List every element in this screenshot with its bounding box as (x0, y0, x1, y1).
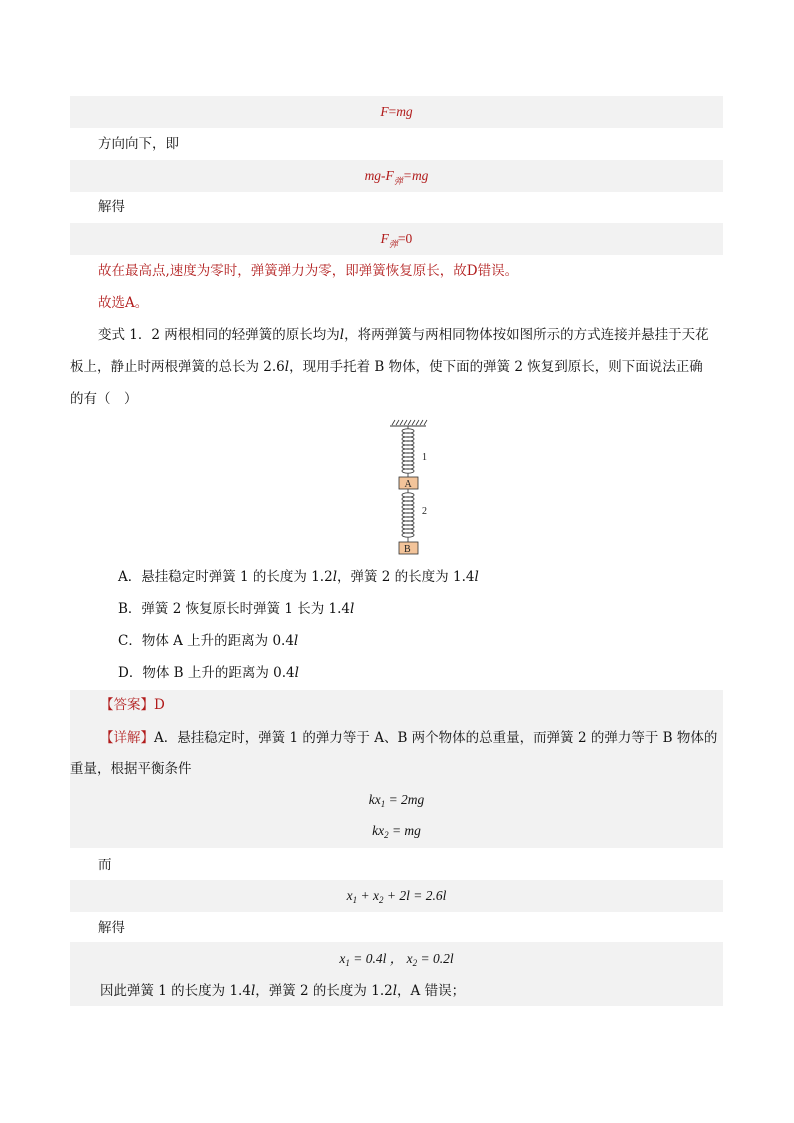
final-l2: l (392, 983, 398, 999)
spring-figure (380, 418, 440, 560)
final-text-1: 因此弹簧 1 的长度为 1.4 (100, 983, 251, 999)
eq5-sub: 2 (384, 830, 389, 840)
and-text: 而 (98, 857, 112, 873)
spring-1-label: 1 (422, 452, 427, 463)
problem-line-1 (70, 325, 723, 345)
option-a-text-2: ，弹簧 2 的长度为 1.4 (337, 569, 475, 585)
answer-label: 【答案】 (100, 697, 154, 713)
option-c (118, 631, 298, 651)
problem-line-1-a: 变式 1．2 两根相同的轻弹簧的原长均为 (98, 327, 340, 343)
spring-2-label: 2 (422, 506, 427, 517)
eq6-x1: x (346, 888, 353, 903)
eq-mg: mg (396, 104, 413, 119)
option-d-l1: l (294, 665, 299, 681)
option-d (118, 663, 299, 683)
equation-sum (70, 886, 723, 910)
eq-equals: = (388, 104, 397, 119)
eq5-rhs: = mg (388, 823, 421, 838)
conclusion-text: 故在最高点,速度为零时，弹簧弹力为零，即弹簧恢复原长，故D错误。 (98, 263, 519, 279)
eq3-f: F (380, 231, 389, 246)
problem-line-2-a: 板上，静止时两根弹簧的总长为 2.6 (70, 359, 285, 375)
problem-line-3: 的有（ ） (70, 391, 138, 407)
eq6-s2: 2 (379, 895, 384, 905)
solve-text-2: 解得 (98, 920, 125, 936)
problem-line-1-l: l (339, 327, 345, 343)
option-d-text: D．物体 B 上升的距离为 0.4 (118, 665, 295, 681)
eq-f: F (380, 104, 389, 119)
eq4-sub: 1 (380, 799, 386, 809)
option-a-text-1: A．悬挂稳定时弹簧 1 的长度为 1.2 (118, 569, 333, 585)
final-text-3: ，A 错误； (397, 983, 466, 999)
final-line (70, 981, 723, 1001)
option-b-text: B．弹簧 2 恢复原长时弹簧 1 长为 1.4 (118, 601, 351, 617)
equation-mg-minus-f (70, 166, 723, 191)
option-a-l2: l (474, 569, 479, 585)
spring-1 (402, 426, 414, 477)
eq7-v2: = 0.2l (417, 951, 454, 966)
option-a (118, 567, 479, 587)
choose-text: 故选A。 (98, 295, 149, 311)
equation-kx2 (70, 821, 723, 845)
eq5-kx: kx (372, 823, 385, 838)
problem-line-2-l: l (284, 359, 290, 375)
equation-solutions (70, 949, 723, 973)
spring-2 (402, 489, 414, 542)
problem-line-2-b: ，现用手托着 B 物体，使下面的弹簧 2 恢复到原长，则下面说法正确 (289, 359, 703, 375)
eq7-x1: x (339, 951, 346, 966)
option-a-l1: l (332, 569, 338, 585)
eq2-sub: 弹 (393, 176, 403, 186)
ceiling-hatch (392, 420, 427, 425)
eq4-kx: kx (368, 792, 381, 807)
equation-kx1 (70, 790, 723, 814)
block-a-label: A (404, 479, 412, 490)
eq2-rhs: =mg (402, 168, 429, 183)
option-c-l1: l (293, 633, 299, 649)
final-l1: l (250, 983, 256, 999)
equation-f-zero (70, 229, 723, 254)
block-b-label: B (404, 544, 411, 555)
equation-f-mg (70, 102, 723, 122)
detail-line-1 (70, 728, 723, 748)
eq6-rest: + 2l = 2.6l (383, 888, 447, 903)
answer-line (70, 695, 723, 715)
problem-line-2 (70, 357, 723, 377)
eq7-s2: 2 (412, 958, 418, 968)
solve-text-1: 解得 (98, 199, 125, 215)
eq7-v1: = 0.4l ， (349, 951, 407, 966)
eq7-x2: x (406, 951, 413, 966)
eq7-s1: 1 (345, 958, 350, 968)
answer-value: D (154, 697, 165, 713)
detail-line-2: 重量，根据平衡条件 (70, 761, 192, 777)
option-b-l1: l (350, 601, 355, 617)
detail-text-1: A．悬挂稳定时，弹簧 1 的弹力等于 A、B 两个物体的总重量，而弹簧 2 的弹力等于 B 物体的 (154, 730, 718, 746)
eq2-lhs: mg-F (364, 168, 394, 183)
option-b (118, 599, 354, 619)
eq6-s1: 1 (352, 895, 358, 905)
option-c-text: C．物体 A 上升的距离为 0.4 (118, 633, 294, 649)
detail-label: 【详解】 (100, 730, 154, 746)
final-text-2: ，弹簧 2 的长度为 1.2 (255, 983, 393, 999)
eq4-rhs: = 2mg (385, 792, 425, 807)
eq3-sub: 弹 (388, 239, 398, 249)
eq6-x2: x (373, 888, 379, 903)
problem-line-1-b: ，将两弹簧与两相同物体按如图所示的方式连接并悬挂于天花 (344, 327, 709, 343)
eq6-plus: + (357, 888, 373, 903)
direction-text: 方向向下，即 (98, 136, 179, 152)
eq3-rhs: =0 (397, 231, 413, 246)
